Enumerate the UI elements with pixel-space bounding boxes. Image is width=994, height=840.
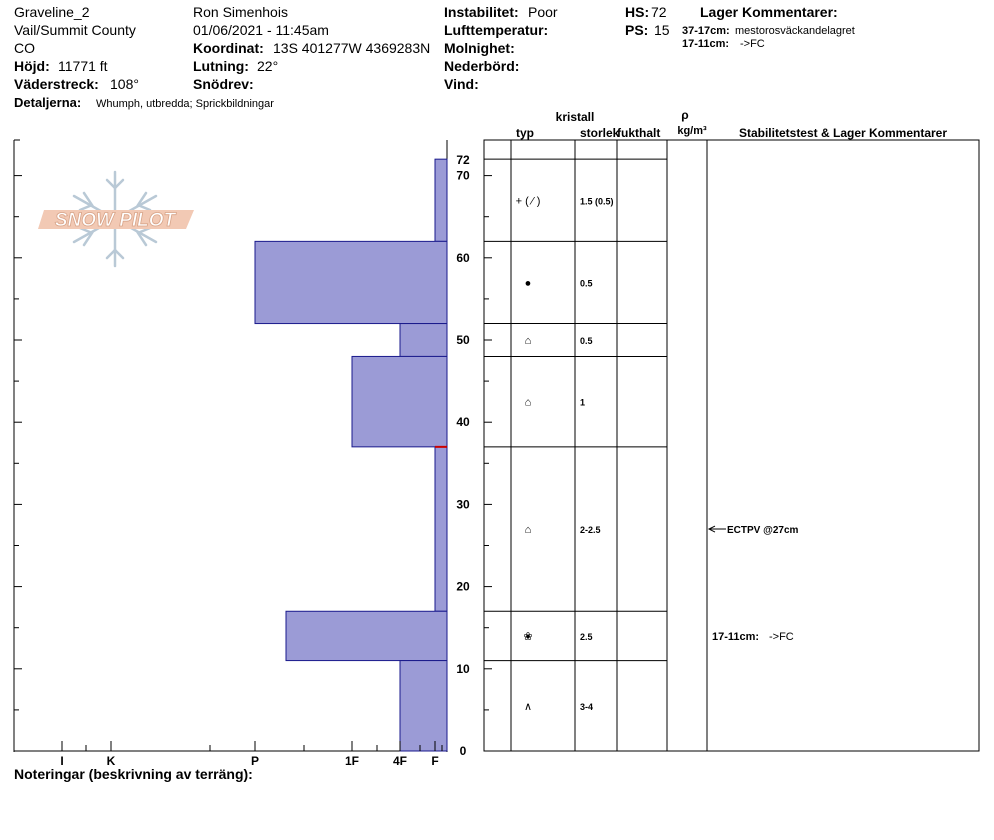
grain-size-value: 1 bbox=[580, 397, 586, 408]
snow-layer-bar bbox=[435, 159, 447, 241]
stability-notes bbox=[709, 525, 799, 643]
depth-label: 60 bbox=[456, 250, 470, 265]
slope-label: Lutning: bbox=[193, 58, 249, 74]
snow-layer-bar bbox=[400, 324, 447, 357]
grain-size-value: 0.5 bbox=[580, 278, 593, 289]
depth-hoar-icon: ∧ bbox=[523, 700, 533, 713]
grain-size-value: 1.5 (0.5) bbox=[580, 196, 614, 207]
grain-size-value: 2-2.5 bbox=[580, 525, 601, 536]
faceted-crystals-icon: ⌂ bbox=[524, 396, 532, 409]
clouds-label: Molnighet: bbox=[444, 40, 515, 56]
aspect-value: 108° bbox=[110, 76, 139, 92]
hardness-label: K bbox=[106, 754, 116, 768]
hardness-scale bbox=[60, 741, 442, 768]
hardness-label: F bbox=[431, 754, 439, 768]
observation-datetime: 01/06/2021 - 11:45am bbox=[193, 22, 329, 38]
depth-label: 40 bbox=[456, 415, 470, 430]
site-location: Vail/Summit County bbox=[14, 22, 136, 38]
col-header-rho: ρ bbox=[681, 108, 689, 122]
hardness-label: P bbox=[250, 754, 260, 768]
snow-layer-bar bbox=[255, 241, 447, 323]
depth-label: 50 bbox=[456, 333, 470, 347]
layer-comments-label: Lager Kommentarer: bbox=[700, 4, 838, 20]
elevation-value: 11771 ft bbox=[58, 58, 108, 74]
depth-label: 30 bbox=[456, 497, 470, 512]
col-header-fukthalt: fukthalt bbox=[617, 126, 661, 140]
layer-comment-range: 37-17cm: bbox=[682, 25, 730, 37]
col-header-storlek: storlek bbox=[580, 126, 620, 140]
depth-label: 0 bbox=[459, 744, 467, 758]
aspect-label: Väderstreck: bbox=[14, 76, 99, 92]
details-value: Whumph, utbredda; Sprickbildningar bbox=[96, 98, 274, 110]
ps-label: PS: bbox=[625, 22, 649, 38]
site-state: CO bbox=[14, 40, 35, 56]
instability-value: Poor bbox=[528, 4, 558, 20]
stability-comment-range: 17-11cm: bbox=[712, 630, 760, 643]
coordinate-label: Koordinat: bbox=[193, 40, 264, 56]
wind-label: Vind: bbox=[444, 76, 479, 92]
terrain-notes-label: Noteringar (beskrivning av terräng): bbox=[14, 766, 253, 782]
hs-label: HS: bbox=[625, 4, 650, 20]
col-header-kristall: kristall bbox=[555, 110, 595, 124]
details-label: Detaljerna: bbox=[14, 95, 82, 110]
depth-scale bbox=[456, 153, 470, 758]
air-temp-label: Lufttemperatur: bbox=[444, 22, 549, 38]
hardness-label: 4F bbox=[392, 754, 408, 768]
hs-value: 72 bbox=[651, 4, 667, 20]
melt-forms-icon: ● bbox=[524, 277, 532, 290]
col-header-density-unit: kg/m³ bbox=[677, 125, 707, 137]
site-name: Graveline_2 bbox=[14, 4, 90, 20]
snow-layer-bar bbox=[286, 611, 447, 660]
depth-label: 10 bbox=[456, 661, 470, 676]
grain-size-value: 0.5 bbox=[580, 336, 593, 346]
ps-value: 15 bbox=[654, 22, 670, 38]
grain-size-value: 2.5 bbox=[580, 631, 593, 642]
snow-layer-bar bbox=[435, 447, 447, 611]
snow-layer-bar bbox=[400, 661, 447, 751]
coordinate-value: 13S 401277W 4369283N bbox=[273, 40, 431, 56]
layer-table bbox=[484, 108, 979, 751]
logo-text: SNOW PILOT bbox=[54, 210, 176, 231]
depth-label: 70 bbox=[456, 168, 470, 183]
col-header-typ: typ bbox=[516, 126, 534, 140]
faceted-crystals-icon: ⌂ bbox=[524, 335, 532, 347]
snow-layer-bar bbox=[352, 356, 447, 446]
surface-hoar-icon: ❀ bbox=[523, 630, 533, 643]
layer-comment-range: 17-11cm: bbox=[682, 38, 730, 50]
depth-label: 72 bbox=[456, 153, 470, 168]
drift-label: Snödrev: bbox=[193, 76, 254, 92]
stability-test-label: ECTPV @27cm bbox=[727, 525, 799, 537]
observer-name: Ron Simenhois bbox=[193, 4, 288, 20]
col-header-stability: Stabilitetstest & Lager Kommentarer bbox=[738, 126, 948, 140]
slope-value: 22° bbox=[257, 58, 279, 74]
layer-comment-text: mestorosväckandelagret bbox=[735, 25, 855, 37]
layer-comment-text: ->FC bbox=[740, 38, 765, 50]
precip-label: Nederbörd: bbox=[444, 58, 520, 74]
grain-size-value: 3-4 bbox=[580, 701, 594, 712]
hardness-label: 1F bbox=[344, 754, 360, 768]
hardness-label: I bbox=[60, 754, 64, 768]
profile-layers bbox=[255, 159, 447, 751]
stability-comment-text: ->FC bbox=[769, 630, 794, 643]
snowpilot-logo bbox=[38, 172, 194, 266]
depth-hoar-rounding-icon: ⌂ bbox=[524, 524, 532, 537]
instability-label: Instabilitet: bbox=[444, 4, 519, 20]
depth-label: 20 bbox=[456, 579, 470, 594]
elevation-label: Höjd: bbox=[14, 58, 50, 74]
precipitation-particles-icon: + ( ⁄ ) bbox=[515, 195, 541, 208]
